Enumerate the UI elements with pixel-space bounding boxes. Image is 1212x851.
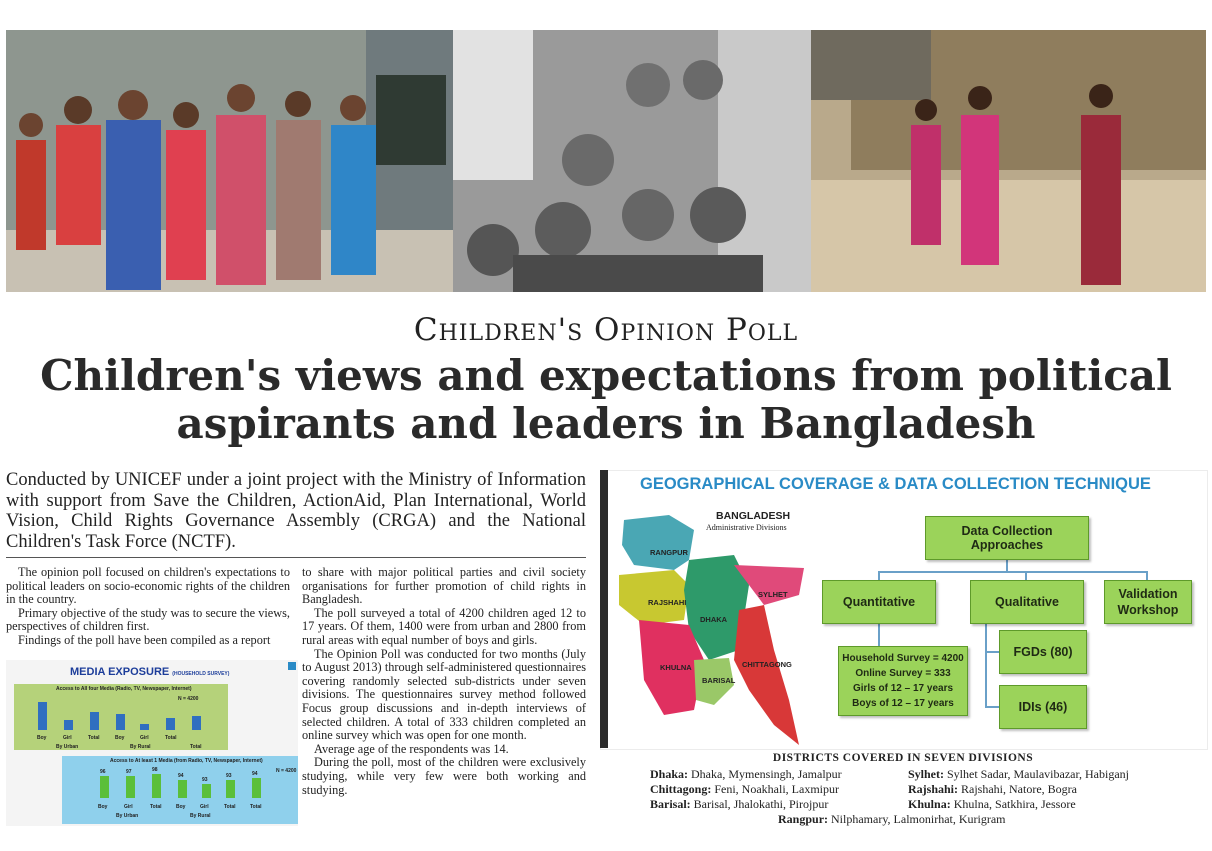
data-collection-approaches-box: Data Collection Approaches [925,516,1089,560]
validation-workshop-box: Validation Workshop [1104,580,1192,624]
chart1-cat: Boy [115,735,125,741]
body-paragraph: to share with major political parties and civil society organisations for further promotion of child rights in Bangladesh. [302,565,586,607]
chart2-cat: Girl [200,804,209,810]
info-icon [288,662,296,670]
chart2-cat: Total [150,804,162,810]
media-exposure-title: MEDIA EXPOSURE (HOUSEHOLD SURVEY) [70,666,230,678]
body-paragraph: During the poll, most of the children were exclusively studying, while very few were both working and studying. [302,755,586,797]
body-paragraph: Primary objective of the study was to secure the views, perspectives of children first. [6,605,290,634]
chart1-cat: Total [190,744,202,750]
chart2-bar [178,780,187,798]
photo-smiling-children-bw [453,30,811,292]
chart1-group: By Rural [130,744,151,750]
map-title: BANGLADESH [716,510,791,522]
body-paragraph: Average age of the respondents was 14. [314,741,509,756]
map-label-sylhet: SYLHET [758,590,788,599]
chart1-bar [192,716,201,730]
body-column-2 [302,566,586,797]
chart2-bar [202,784,211,798]
chart1-cat: Girl [140,735,149,741]
chart1-bar [90,712,99,730]
chart2-cat: Total [224,804,236,810]
chart2-n: N = 4200 [276,768,297,774]
chart2-caption: Access to At least 1 Media (from Radio, TV, Newspaper, Internet) [110,758,263,764]
chart2-value: 93 [202,777,208,783]
chart2-cat: Boy [176,804,186,810]
chart1-n: N = 4200 [178,696,199,702]
chart1-cat: Boy [37,735,47,741]
infographic-side-bar [600,470,608,748]
body-paragraph: Findings of the poll have been compiled as a report [18,632,271,647]
chart1-caption: Access to All four Media (Radio, TV, Newspaper, Internet) [56,686,192,692]
divider [6,557,586,558]
map-label-rangpur: RANGPUR [650,548,688,557]
connector [878,571,1148,573]
chart2-bar [100,776,109,798]
districts-rajshahi: Rajshahi: Rajshahi, Natore, Bogra [908,782,1077,796]
map-label-dhaka: DHAKA [700,615,728,624]
chart2-cat: Girl [124,804,133,810]
chart1-cat: Total [88,735,100,741]
districts-title: DISTRICTS COVERED IN SEVEN DIVISIONS [772,752,1034,764]
chart1-cat: Total [165,735,177,741]
coverage-title: GEOGRAPHICAL COVERAGE & DATA COLLECTION TECHNIQUE [640,475,1151,493]
map-subtitle: Administrative Divisions [706,523,787,532]
survey-line: Household Survey = 4200 [842,653,964,664]
districts-khulna: Khulna: Khulna, Satkhira, Jessore [908,797,1076,811]
chart2-bar [252,778,261,798]
map-label-rajshahi: RAJSHAHI [648,598,687,607]
chart2-cat: Total [250,804,262,810]
map-label-barisal: BARISAL [702,676,736,685]
chart2-value: 97 [126,769,132,775]
chart2-bar [152,774,161,798]
idis-box: IDIs (46) [999,685,1087,729]
chart2-value: 96 [100,769,106,775]
chart2-group: By Rural [190,813,211,819]
quantitative-box: Quantitative [822,580,936,624]
districts-sylhet: Sylhet: Sylhet Sadar, Maulavibazar, Habiganj [908,767,1129,781]
chart2-value: 98 [152,767,158,773]
chart2-value: 94 [252,771,258,777]
headline: Children's views and expectations from political aspirants and leaders in Bangladesh [40,351,1172,448]
districts-barisal: Barisal: Barisal, Jhalokathi, Pirojpur [650,797,829,811]
map-label-khulna: KHULNA [660,663,692,672]
districts-dhaka: Dhaka: Dhaka, Mymensingh, Jamalpur [650,767,842,781]
map-label-chittagong: CHITTAGONG [742,660,792,669]
chart2-group: By Urban [116,813,139,819]
chart2-bar [126,776,135,798]
fgds-box: FGDs (80) [999,630,1087,674]
intro-paragraph: Conducted by UNICEF under a joint project with the Ministry of Information with support from Save the Children, ActionAid, Plan International, World Vision, Child Rights Governance Assembly (CRGA) and the National Children's Task Force (NCTF). [6,470,586,552]
qualitative-box: Qualitative [970,580,1084,624]
survey-line: Girls of 12 – 17 years [852,683,954,694]
connector [985,624,987,708]
connector [985,651,999,653]
chart2-bar [226,780,235,798]
bangladesh-map [614,510,814,748]
connector [878,624,880,646]
photo-classroom-children [6,30,453,292]
body-paragraph: The poll surveyed a total of 4200 children aged 12 to 17 years. Of them, 1400 were from urban and 2800 from rural areas with equal number of boys and girls. [302,605,586,647]
section-kicker: Children's Opinion Poll [413,312,799,348]
body-paragraph: The opinion poll focused on children's expectations to political leaders on socio-economic rights of the children in the country. [6,565,290,607]
chart1-bar [140,724,149,730]
chart1-bar [166,718,175,730]
connector [985,706,999,708]
body-column-1 [6,566,290,648]
survey-line: Boys of 12 – 17 years [852,698,954,709]
photo-strip [6,30,1206,292]
chart1-bar [64,720,73,730]
districts-chittagong: Chittagong: Feni, Noakhali, Laxmipur [650,782,839,796]
photo-girls-walking [811,30,1206,292]
chart2-value: 93 [226,773,232,779]
chart1-bar [116,714,125,730]
districts-rangpur: Rangpur: Nilphamary, Lalmonirhat, Kurigram [778,812,1006,826]
chart1-cat: Girl [63,735,72,741]
chart1-bar [38,702,47,730]
survey-line: Online Survey = 333 [855,668,951,679]
chart2-value: 94 [178,773,184,779]
household-survey-box [838,646,968,716]
chart2-cat: Boy [98,804,108,810]
body-paragraph: The Opinion Poll was conducted for two months (July to August 2013) through self-administered questionnaires covering randomly selected sub-districts under seven divisions. The questionnaires survey method followed Focus group discussions and in-depth interviews of selected children. A total of 333 children completed an online survey which was open for one month. [302,646,586,743]
chart1-group: By Urban [56,744,79,750]
